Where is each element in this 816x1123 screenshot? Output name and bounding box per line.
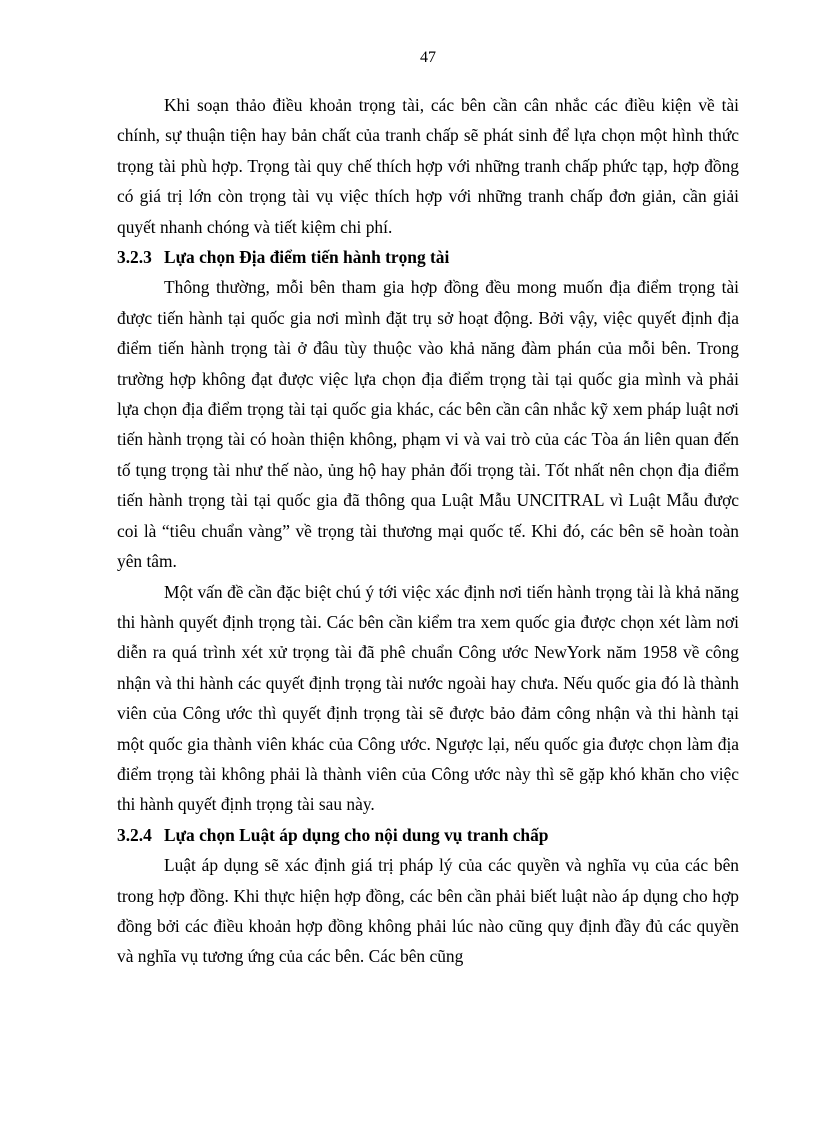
section-title: Lựa chọn Luật áp dụng cho nội dung vụ tranh chấp (164, 824, 549, 845)
section-heading-3-2-3 (117, 242, 739, 272)
paragraph-enforcement: Một vấn đề cần đặc biệt chú ý tới việc xác định nơi tiến hành trọng tài là khả năng thi hành quyết định trọng tài. Các bên cần kiểm tra xem quốc gia được chọn xét làm nơi diễn ra quá trình xét xử trọng tài đã phê chuẩn Công ước NewYork năm 1958 về công nhận và thi hành các quyết định trọng tài nước ngoài hay chưa. Nếu quốc gia đó là thành viên của Công ước thì quyết định trọng tài sẽ được bảo đảm công nhận và thi hành tại một quốc gia thành viên khác của Công ước. Ngược lại, nếu quốc gia được chọn làm địa điểm trọng tài không phải là thành viên của Công ước này thì sẽ gặp khó khăn cho việc thi hành quyết định trọng tài sau này. (117, 581, 739, 815)
page-number: 47 (420, 49, 436, 66)
paragraph-applicable-law: Luật áp dụng sẽ xác định giá trị pháp lý của các quyền và nghĩa vụ của các bên trong hợp đồng. Khi thực hiện hợp đồng, các bên cần phải biết luật nào áp dụng cho hợp đồng bởi các điều khoản hợp đồng không phải lúc nào cũng quy định đầy đủ các quyền và nghĩa vụ tương ứng của các bên. Các bên cũng (117, 855, 739, 967)
section-number: 3.2.4 (117, 824, 152, 845)
section-number: 3.2.3 (117, 247, 152, 268)
section-heading-3-2-4 (117, 820, 739, 850)
section-title: Lựa chọn Địa điểm tiến hành trọng tài (164, 247, 450, 268)
paragraph-arbitration-form: Khi soạn thảo điều khoản trọng tài, các bên cần cân nhắc các điều kiện về tài chính, sự thuận tiện hay bản chất của tranh chấp sẽ phát sinh để lựa chọn một hình thức trọng tài phù hợp. Trọng tài quy chế thích hợp với những tranh chấp phức tạp, hợp đồng có giá trị lớn còn trọng tài vụ việc thích hợp với những tranh chấp đơn giản, cần giải quyết nhanh chóng và tiết kiệm chi phí. (117, 95, 739, 237)
paragraph-arbitration-venue: Thông thường, mỗi bên tham gia hợp đồng đều mong muốn địa điểm trọng tài được tiến hành tại quốc gia nơi mình đặt trụ sở hoạt động. Bởi vậy, việc quyết định địa điểm tiến hành trọng tài ở đâu tùy thuộc vào khả năng đàm phán của mỗi bên. Trong trường hợp không đạt được việc lựa chọn địa điểm trọng tài tại quốc gia mình và phải lựa chọn địa điểm trọng tài tại quốc gia khác, các bên cần cân nhắc kỹ xem pháp luật nơi tiến hành trọng tài có hoàn thiện không, phạm vi và vai trò của các Tòa án liên quan đến tố tụng trọng tài như thế nào, ủng hộ hay phản đối trọng tài. Tốt nhất nên chọn địa điểm tiến hành trọng tài tại quốc gia đã thông qua Luật Mẫu UNCITRAL vì Luật Mẫu được coi là “tiêu chuẩn vàng” về trọng tài thương mại quốc tế. Khi đó, các bên sẽ hoàn toàn yên tâm. (117, 277, 739, 572)
document-body (117, 90, 739, 972)
